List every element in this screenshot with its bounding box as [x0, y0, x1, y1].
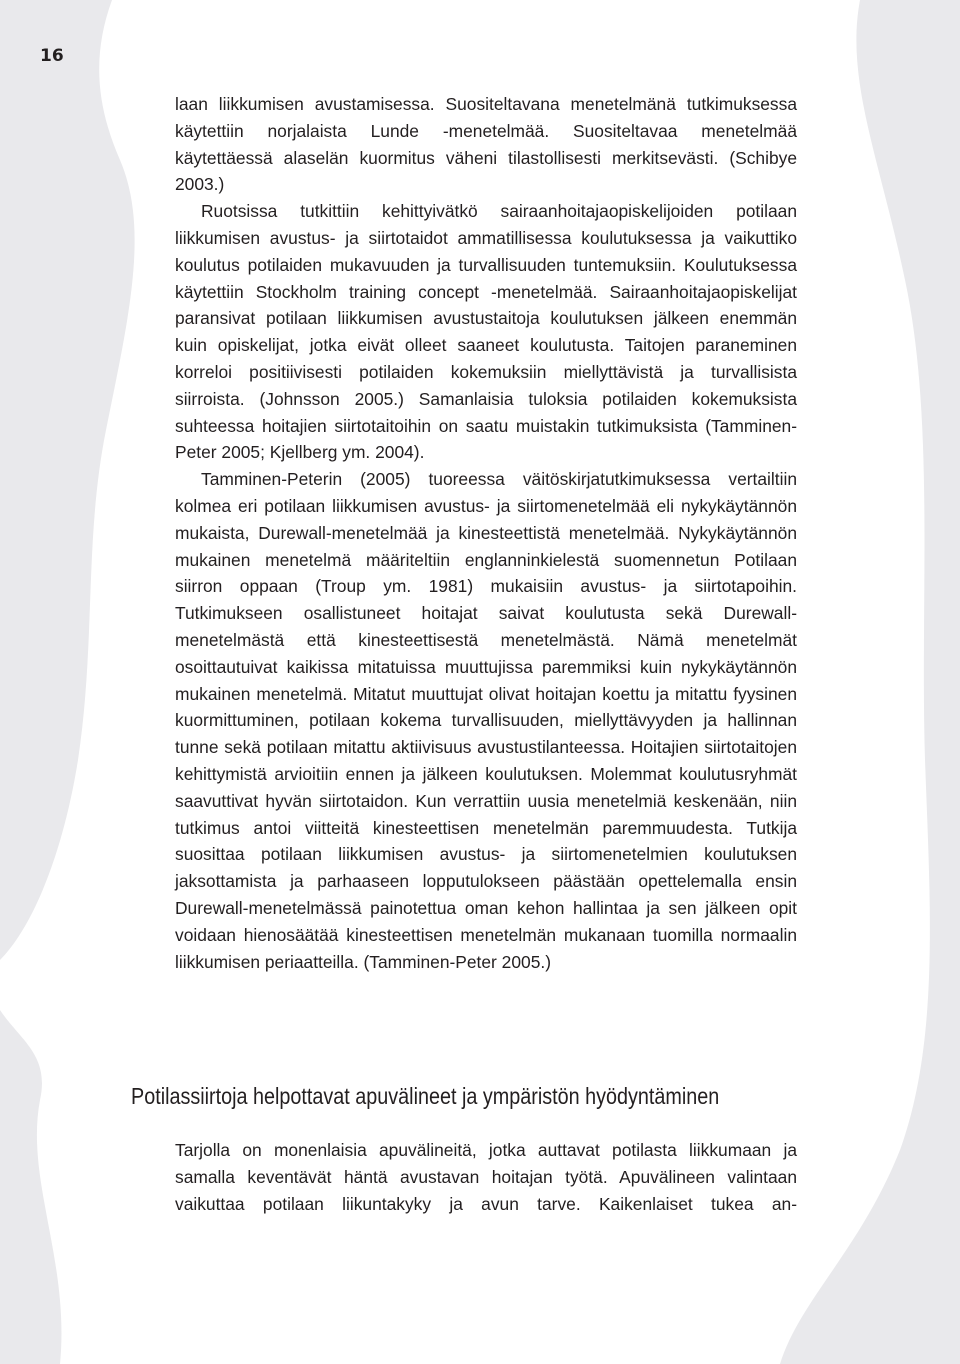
top-right-wave-shape: [780, 0, 960, 1364]
paragraph-3: Tamminen-Peterin (2005) tuoreessa väitöskirjatutkimuksessa vertailtiin kolmea eri potilaan liikkumisen avustus- ja siirtomenetelmää eli nykykäytännön mukaista, Durewall-menetelmää ja kinesteettistä menetelmää. Nykykäytännön mukainen menetelmä määriteltiin englanninkielestä suomennetun Potilaan siirron oppaan (Troup ym. 1981) mukaisiin avustus- ja siirtotapoihin. Tutkimukseen osallistuneet hoitajat saivat koulutusta sekä Durewall-menetelmästä että kinesteettisestä menetelmästä. Nämä menetelmät osoittautuivat kaikissa mitatuissa muuttujissa paremmiksi kuin nykykäytännön mukainen menetelmä. Mitatut muuttujat olivat hoitajan koettu ja mitattu fyysinen kuormittuminen, potilaan kokema turvallisuuden, miellyttävyyden ja hallinnan tunne sekä potilaan mitattu aktiivisuus avustustilanteessa. Hoitajien siirtotaitojen kehittymistä arvioitiin ennen ja jälkeen koulutuksen. Molemmat koulutusryhmät saavuttivat hyvän siirtotaidon. Kun verrattiin uusia menetelmiä keskenään, niin tutkimus antoi viitteitä kinesteettisen menetelmän paremmuudesta. Tutkija suosittaa potilaan liikkumisen avustus- ja siirtomenetelmien koulutuksen jaksottamista ja parhaaseen lopputulokseen päästään opettelemalla ensin Durewall-menetelmässä painotettua oman kehon hallintaa ja sen jälkeen opit voidaan hienosäätää kinesteettisen menetelmän mukanaan tuomilla normaalin liikkumisen periaatteilla. (Tamminen-Peter 2005.): [175, 469, 797, 972]
paragraph-1: laan liikkumisen avustamisessa. Suositeltavana menetelmänä tutkimuksessa käytettiin norjalaista Lunde -menetelmää. Suositeltavaa menetelmää käytettäessä alaselän kuormitus väheni tilastollisesti merkitsevästi. (Schibye 2003.): [175, 94, 797, 195]
section-paragraph: Tarjolla on monenlaisia apuvälineitä, jotka auttavat potilasta liikkumaan ja samalla keventävät häntä avustavan hoitajan työtä. Apuvälineen valintaan vaikuttaa potilaan liikuntakyky ja avun tarve. Kaikenlaiset tukea an-: [175, 1140, 797, 1214]
bottom-left-wave-shape: [0, 1010, 61, 1364]
paragraph-2: Ruotsissa tutkittiin kehittyivätkö sairaanhoitajaopiskelijoiden potilaan liikkumisen avustus- ja siirtotaidot ammatillisessa koulutuksessa ja vaikuttiko koulutus potilaiden mukavuuden ja turvallisuuden tuntemuksiin. Koulutuksessa käytettiin Stockholm training concept -menetelmää. Sairaanhoitajaopiskelijat paransivat potilaan liikkumisen avustustaitoja koulutuksen jälkeen enemmän kuin opiskelijat, jotka eivät olleet saaneet koulutusta. Taitojen paraneminen korreloi positiivisesti potilaiden kokemuksiin miellyttävistä ja turvallisista siirroista. (Johnsson 2005.) Samanlaisia tuloksia potilaiden kokemuksista suhteessa hoitajien siirtotaitoihin on saatu muistakin tutkimuksista (Tamminen-Peter 2005; Kjellberg ym. 2004).: [175, 201, 797, 463]
body-text-bottom: [175, 1137, 797, 1217]
section-heading: Potilassiirtoja helpottavat apuvälineet ja ympäristön hyödyntäminen: [131, 1083, 720, 1109]
top-left-wave-shape: [0, 0, 135, 960]
body-text-top: [175, 91, 797, 975]
page-number: 16: [40, 46, 64, 66]
